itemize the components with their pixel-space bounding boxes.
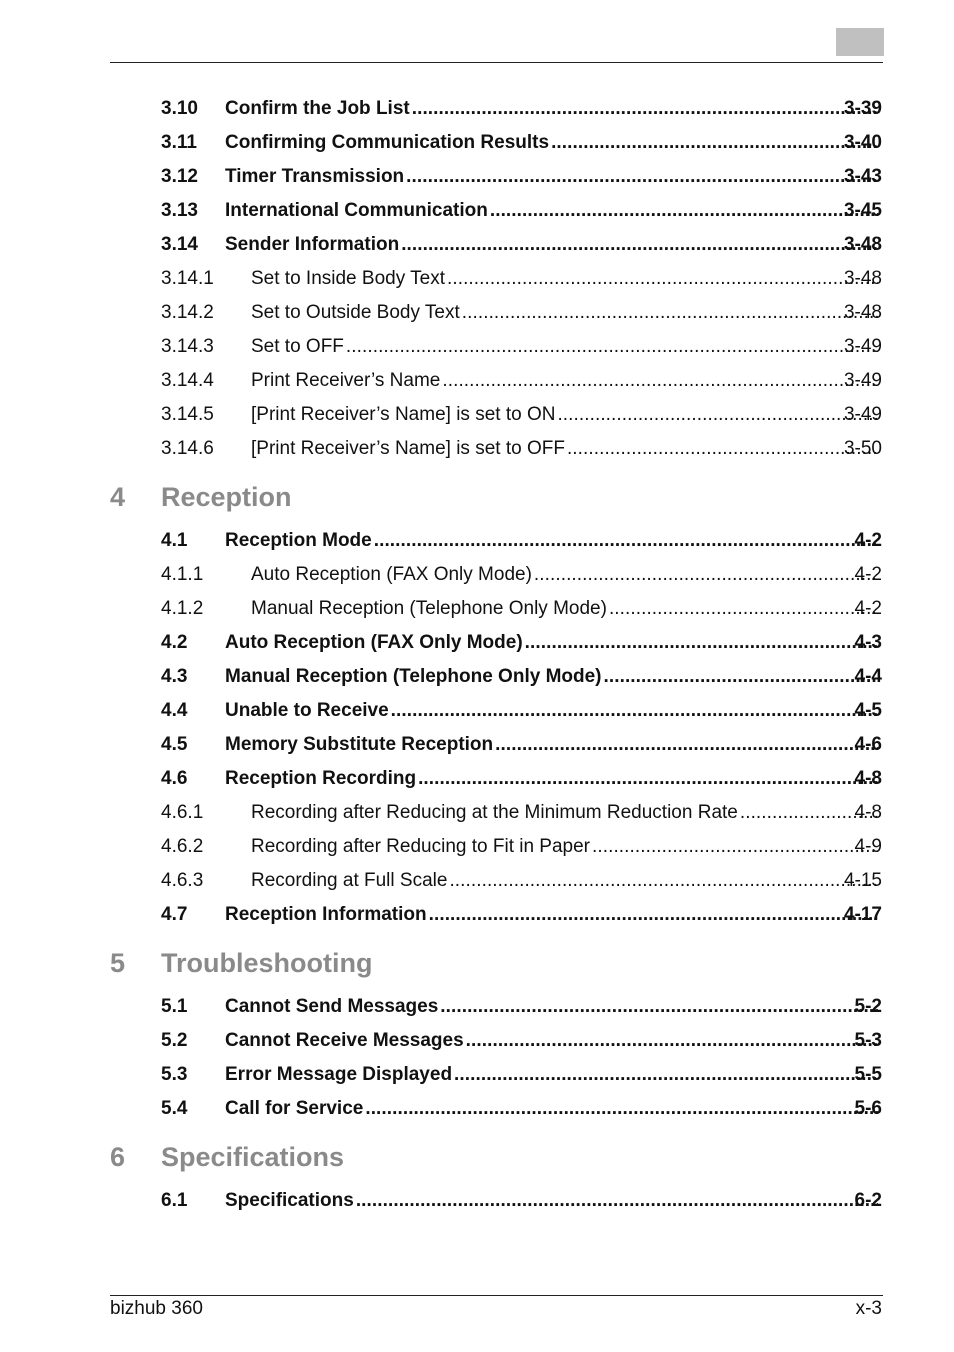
entry-title: [Print Receiver’s Name] is set to OFF bbox=[251, 438, 565, 459]
entry-title: Recording at Full Scale bbox=[251, 870, 448, 891]
entry-number: 3.14.1 bbox=[161, 268, 214, 289]
entry-number: 4.6 bbox=[161, 768, 188, 789]
entry-title: Set to Outside Body Text bbox=[251, 302, 460, 323]
entry-page: 4-15 bbox=[843, 870, 882, 891]
dot-leader bbox=[557, 398, 878, 432]
entry-number: 3.11 bbox=[161, 132, 197, 153]
dot-leader bbox=[442, 364, 878, 398]
entry-number: 3.10 bbox=[161, 98, 198, 119]
entry-title: Recording after Reducing at the Minimum Reduction Rate bbox=[251, 802, 738, 823]
toc-entry[interactable] bbox=[0, 92, 954, 126]
entry-number: 3.14.5 bbox=[161, 404, 214, 425]
chapter-5-entries bbox=[0, 990, 954, 1126]
entry-title: International Communication bbox=[225, 200, 488, 221]
entry-title: Cannot Receive Messages bbox=[225, 1030, 464, 1051]
toc-subentry[interactable] bbox=[0, 796, 954, 830]
entry-title: Auto Reception (FAX Only Mode) bbox=[251, 564, 532, 585]
dot-leader bbox=[447, 262, 878, 296]
dot-leader bbox=[418, 762, 878, 796]
toc-subentry[interactable] bbox=[0, 364, 954, 398]
chapter-6-entries bbox=[0, 1184, 954, 1218]
entry-page: 3-48 bbox=[843, 302, 882, 323]
toc-entry[interactable] bbox=[0, 762, 954, 796]
entry-title: Call for Service bbox=[225, 1098, 364, 1119]
entry-number: 3.12 bbox=[161, 166, 198, 187]
entry-title: Confirming Communication Results bbox=[225, 132, 550, 153]
chapter-title: Troubleshooting bbox=[161, 948, 373, 978]
entry-number: 5.4 bbox=[161, 1098, 188, 1119]
entry-number: 3.14.4 bbox=[161, 370, 214, 391]
toc-subentry[interactable] bbox=[0, 398, 954, 432]
dot-leader bbox=[534, 558, 878, 592]
entry-title: [Print Receiver’s Name] is set to ON bbox=[251, 404, 556, 425]
entry-number: 3.14.6 bbox=[161, 438, 214, 459]
chapter-number: 5 bbox=[110, 948, 126, 978]
entry-title: Cannot Send Messages bbox=[225, 996, 439, 1017]
dot-leader bbox=[466, 1024, 878, 1058]
entry-page: 3-49 bbox=[843, 336, 882, 357]
entry-number: 3.13 bbox=[161, 200, 198, 221]
toc-entry[interactable] bbox=[0, 1024, 954, 1058]
toc-entry[interactable] bbox=[0, 228, 954, 262]
chapter-heading-reception[interactable] bbox=[0, 476, 954, 522]
entry-number: 5.3 bbox=[161, 1064, 188, 1085]
toc-entry[interactable] bbox=[0, 160, 954, 194]
entry-number: 6.1 bbox=[161, 1190, 188, 1211]
entry-number: 4.2 bbox=[161, 632, 188, 653]
toc-entry[interactable] bbox=[0, 126, 954, 160]
dot-leader bbox=[551, 126, 878, 160]
toc-subentry[interactable] bbox=[0, 296, 954, 330]
chapter-title: Reception bbox=[161, 482, 292, 512]
entry-page: 4-8 bbox=[854, 768, 882, 789]
entry-page: 3-49 bbox=[843, 404, 882, 425]
entry-page: 4-2 bbox=[854, 598, 882, 619]
toc-entry[interactable] bbox=[0, 524, 954, 558]
dot-leader bbox=[609, 592, 878, 626]
footer-product-name: bizhub 360 bbox=[110, 1298, 203, 1319]
chapter-4-entries bbox=[0, 524, 954, 932]
dot-leader bbox=[462, 296, 878, 330]
entry-title: Auto Reception (FAX Only Mode) bbox=[225, 632, 523, 653]
dot-leader bbox=[592, 830, 878, 864]
chapter-title: Specifications bbox=[161, 1142, 345, 1172]
dot-leader bbox=[401, 228, 878, 262]
entry-number: 4.1 bbox=[161, 530, 188, 551]
entry-title: Set to OFF bbox=[251, 336, 344, 357]
entry-page: 4-8 bbox=[854, 802, 882, 823]
dot-leader bbox=[356, 1184, 878, 1218]
toc-subentry[interactable] bbox=[0, 864, 954, 898]
toc-entry[interactable] bbox=[0, 1092, 954, 1126]
entry-title: Error Message Displayed bbox=[225, 1064, 453, 1085]
dot-leader bbox=[412, 92, 878, 126]
entry-title: Recording after Reducing to Fit in Paper bbox=[251, 836, 591, 857]
toc-subentry[interactable] bbox=[0, 830, 954, 864]
entry-page: 3-40 bbox=[843, 132, 882, 153]
toc-entry[interactable] bbox=[0, 990, 954, 1024]
entry-number: 4.6.2 bbox=[161, 836, 204, 857]
toc-entry[interactable] bbox=[0, 660, 954, 694]
header-divider bbox=[110, 62, 883, 63]
entry-page: 3-43 bbox=[843, 166, 882, 187]
entry-page: 4-5 bbox=[854, 700, 882, 721]
entry-title: Specifications bbox=[225, 1190, 354, 1211]
entry-title: Sender Information bbox=[225, 234, 400, 255]
toc-entry[interactable] bbox=[0, 626, 954, 660]
entry-page: 3-48 bbox=[843, 234, 882, 255]
dot-leader bbox=[346, 330, 878, 364]
toc-subentry[interactable] bbox=[0, 432, 954, 466]
entry-number: 5.2 bbox=[161, 1030, 188, 1051]
dot-leader bbox=[406, 160, 878, 194]
toc-subentry[interactable] bbox=[0, 330, 954, 364]
entry-title: Timer Transmission bbox=[225, 166, 405, 187]
entry-page: 4-3 bbox=[854, 632, 882, 653]
entry-page: 4-2 bbox=[854, 530, 882, 551]
entry-page: 6-2 bbox=[854, 1190, 882, 1211]
entry-title: Confirm the Job List bbox=[225, 98, 410, 119]
toc-subentry[interactable] bbox=[0, 262, 954, 296]
entry-page: 3-50 bbox=[843, 438, 882, 459]
entry-page: 3-49 bbox=[843, 370, 882, 391]
toc-subentry[interactable] bbox=[0, 558, 954, 592]
entry-number: 4.1.2 bbox=[161, 598, 204, 619]
dot-leader bbox=[429, 898, 878, 932]
footer-divider bbox=[110, 1295, 883, 1296]
entry-number: 4.4 bbox=[161, 700, 188, 721]
entry-number: 4.7 bbox=[161, 904, 188, 925]
toc-entry[interactable] bbox=[0, 694, 954, 728]
entry-number: 3.14.3 bbox=[161, 336, 214, 357]
entry-page: 4-6 bbox=[854, 734, 882, 755]
entry-page: 4-4 bbox=[854, 666, 882, 687]
entry-title: Reception Mode bbox=[225, 530, 372, 551]
entry-title: Memory Substitute Reception bbox=[225, 734, 494, 755]
entry-title: Print Receiver’s Name bbox=[251, 370, 441, 391]
entry-number: 5.1 bbox=[161, 996, 188, 1017]
toc-entry[interactable] bbox=[0, 1184, 954, 1218]
dot-leader bbox=[454, 1058, 878, 1092]
entry-page: 3-39 bbox=[843, 98, 882, 119]
entry-page: 4-17 bbox=[843, 904, 882, 925]
entry-number: 4.3 bbox=[161, 666, 188, 687]
header-tab-block bbox=[836, 28, 884, 56]
section-3-continued bbox=[0, 92, 954, 466]
entry-title: Manual Reception (Telephone Only Mode) bbox=[251, 598, 607, 619]
toc-entry[interactable] bbox=[0, 898, 954, 932]
entry-number: 4.6.1 bbox=[161, 802, 204, 823]
entry-title: Manual Reception (Telephone Only Mode) bbox=[225, 666, 602, 687]
toc-entry[interactable] bbox=[0, 1058, 954, 1092]
dot-leader bbox=[365, 1092, 878, 1126]
dot-leader bbox=[567, 432, 878, 466]
table-of-contents bbox=[0, 92, 954, 1218]
dot-leader bbox=[525, 626, 878, 660]
chapter-number: 6 bbox=[110, 1142, 126, 1172]
footer-page-number: x-3 bbox=[855, 1298, 882, 1319]
entry-number: 3.14 bbox=[161, 234, 198, 255]
dot-leader bbox=[490, 194, 878, 228]
entry-page: 5-2 bbox=[854, 996, 882, 1017]
entry-number: 4.6.3 bbox=[161, 870, 204, 891]
entry-page: 5-6 bbox=[854, 1098, 882, 1119]
dot-leader bbox=[449, 864, 878, 898]
entry-title: Reception Recording bbox=[225, 768, 417, 789]
dot-leader bbox=[374, 524, 878, 558]
chapter-heading-specifications[interactable] bbox=[0, 1136, 954, 1182]
entry-number: 4.1.1 bbox=[161, 564, 204, 585]
entry-page: 4-2 bbox=[854, 564, 882, 585]
chapter-number: 4 bbox=[110, 482, 126, 512]
entry-page: 5-5 bbox=[854, 1064, 882, 1085]
toc-entry[interactable] bbox=[0, 728, 954, 762]
entry-title: Unable to Receive bbox=[225, 700, 389, 721]
entry-title: Reception Information bbox=[225, 904, 427, 925]
entry-number: 3.14.2 bbox=[161, 302, 214, 323]
chapter-heading-troubleshooting[interactable] bbox=[0, 942, 954, 988]
toc-subentry[interactable] bbox=[0, 592, 954, 626]
entry-title: Set to Inside Body Text bbox=[251, 268, 445, 289]
entry-number: 4.5 bbox=[161, 734, 188, 755]
entry-page: 3-45 bbox=[843, 200, 882, 221]
entry-page: 3-48 bbox=[843, 268, 882, 289]
entry-page: 4-9 bbox=[854, 836, 882, 857]
dot-leader bbox=[440, 990, 878, 1024]
toc-entry[interactable] bbox=[0, 194, 954, 228]
entry-page: 5-3 bbox=[854, 1030, 882, 1051]
dot-leader bbox=[495, 728, 878, 762]
dot-leader bbox=[391, 694, 878, 728]
dot-leader bbox=[604, 660, 878, 694]
